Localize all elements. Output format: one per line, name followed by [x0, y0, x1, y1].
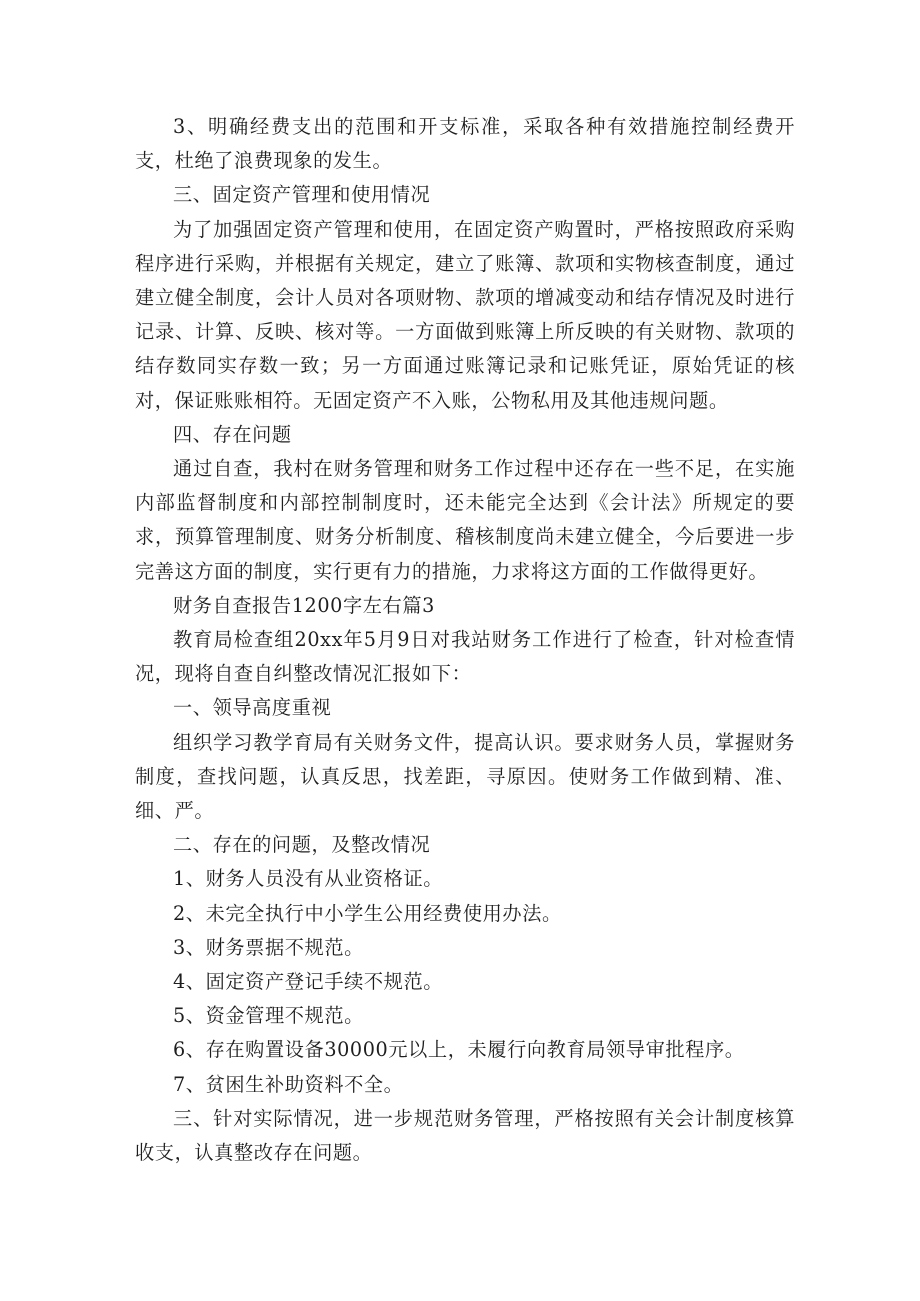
- paragraph-rectification-measures: 三、针对实际情况，进一步规范财务管理，严格按照有关会计制度核算收支，认真整改存在问题。: [135, 1106, 795, 1165]
- section-heading-fixed-assets: 三、固定资产管理和使用情况: [173, 183, 431, 207]
- document-body: [135, 110, 795, 1170]
- list-item: 4、固定资产登记手续不规范。: [173, 970, 444, 994]
- list-item: 3、财务票据不规范。: [173, 935, 364, 959]
- list-item: 7、贫困生补助资料不全。: [173, 1072, 404, 1096]
- report-title-part-3: 财务自查报告1200字左右篇3: [173, 593, 435, 617]
- section-heading-issues-rectification: 二、存在的问题，及整改情况: [173, 833, 431, 857]
- paragraph-inspection-intro: 教育局检查组20xx年5月9日对我站财务工作进行了检查，针对检查情况，现将自查自纠整改情况汇报如下：: [135, 628, 795, 686]
- paragraph-expense-control: 3、明确经费支出的范围和开支标准，采取各种有效措施控制经费开支，杜绝了浪费现象的发生。: [135, 115, 795, 173]
- list-item: 5、资金管理不规范。: [173, 1004, 364, 1028]
- list-item: 6、存在购置设备30000元以上，未履行向教育局领导审批程序。: [173, 1038, 745, 1062]
- section-heading-problems: 四、存在问题: [173, 422, 292, 446]
- paragraph-problems: 通过自查，我村在财务管理和财务工作过程中还存在一些不足，在实施内部监督制度和内部控制制度时，还未能完全达到《会计法》所规定的要求，预算管理制度、财务分析制度、稽核制度尚未建立健全，今后要进一步完善这方面的制度，实行更有力的措施，力求将这方面的工作做得更好。: [135, 457, 795, 583]
- section-heading-leadership: 一、领导高度重视: [173, 696, 332, 720]
- list-item: 2、未完全执行中小学生公用经费使用办法。: [173, 901, 562, 925]
- paragraph-leadership: 组织学习教学育局有关财务文件，提高认识。要求财务人员，掌握财务制度，查找问题，认真反思，找差距，寻原因。使财务工作做到精、准、细、严。: [135, 730, 795, 823]
- paragraph-fixed-assets: 为了加强固定资产管理和使用，在固定资产购置时，严格按照政府采购程序进行采购，并根据有关规定，建立了账簿、款项和实物核查制度，通过建立健全制度，会计人员对各项财物、款项的增减变动和结存情况及时进行记录、计算、反映、核对等。一方面做到账簿上所反映的有关财物、款项的结存数同实存数一致；另一方面通过账簿记录和记账凭证，原始凭证的核对，保证账账相符。无固定资产不入账，公物私用及其他违规问题。: [135, 217, 795, 412]
- list-item: 1、财务人员没有从业资格证。: [173, 867, 444, 891]
